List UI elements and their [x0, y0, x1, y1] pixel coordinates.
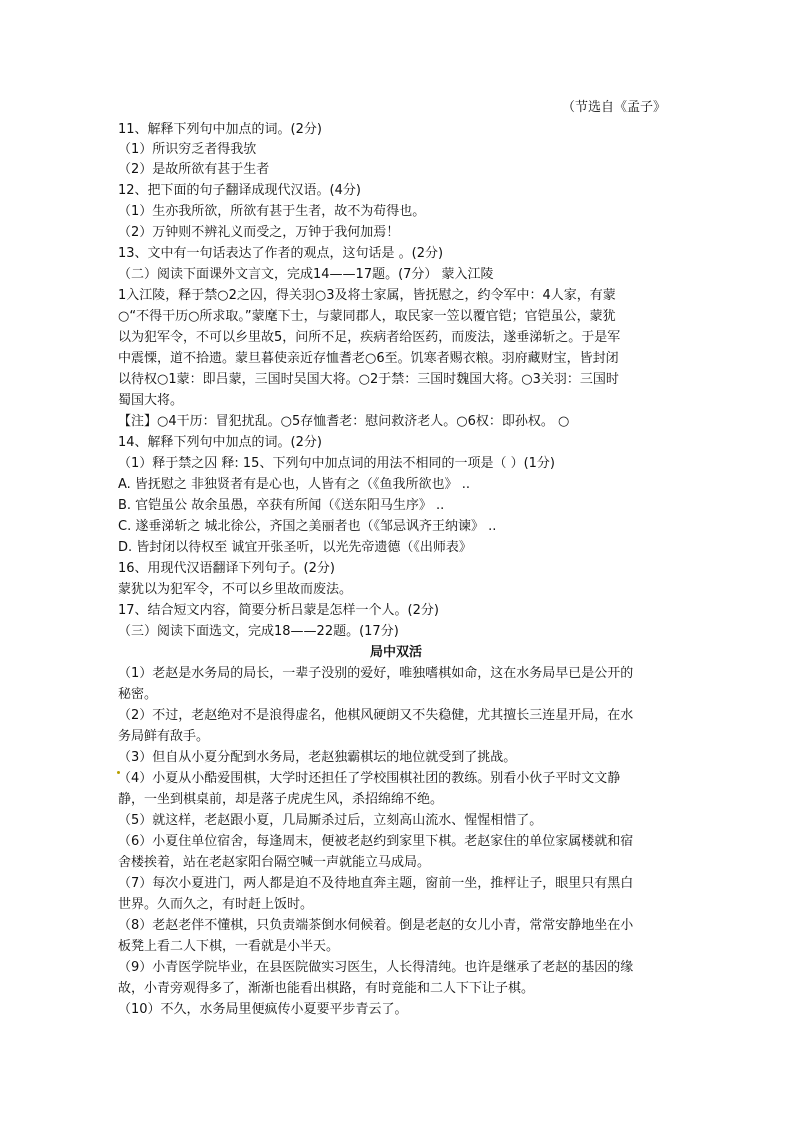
story-paragraph-line: （7）每次小夏进门，两人都是迫不及待地直奔主题，窗前一坐，推枰让子，眼里只有黑白 — [118, 876, 634, 891]
question-11: 11、解释下列句中加点的词。(2分) — [118, 122, 322, 137]
passage-line: 以待权○1蒙：即吕蒙，三国时吴国大将。○2于禁：三国时魏国大将。○3关羽：三国时 — [118, 372, 619, 387]
passage-line: ○“不得干历○所求取。”蒙麾下士，与蒙同郡人，取民家一笠以覆官铠；官铠虽公，蒙犹 — [118, 309, 616, 324]
option-c: C. 遂垂涕斩之 城北徐公，齐国之美丽者也（《邹忌讽齐王纳谏》 .. — [118, 519, 497, 534]
question-16-sentence: 蒙犹以为犯军令，不可以乡里故而废法。 — [118, 582, 353, 597]
story-paragraph-line: 舍楼挨着，站在老赵家阳台隔空喊一声就能立马成局。 — [118, 855, 431, 870]
story-paragraph-line: （4）小夏从小酷爱围棋，大学时还担任了学校围棋社团的教练。别看小伙子平时文文静 — [118, 771, 621, 786]
question-11-item-1: （1）所识穷乏者得我欤 — [118, 142, 257, 157]
question-14: 14、解释下列句中加点的词。(2分) — [118, 435, 322, 450]
story-paragraph-line: 务局鲜有敌手。 — [118, 729, 210, 744]
story-paragraph-line: （1）老赵是水务局的局长，一辈子没别的爱好，唯独嗜棋如命，这在水务局早已是公开的 — [118, 666, 634, 681]
story-title: 局中双活 — [369, 645, 422, 660]
option-b: B. 官铠虽公 故余虽愚，卒获有所闻（《送东阳马生序》 .. — [118, 498, 445, 513]
story-paragraph-line: 故，小青旁观得多了，渐渐也能看出棋路，有时竟能和二人下下让子棋。 — [118, 981, 535, 996]
notes-line: 【注】○4干历：冒犯扰乱。○5存恤耆老：慰问救济老人。○6权：即孙权。 ○ — [118, 414, 570, 429]
question-13: 13、文中有一句话表达了作者的观点，这句话是 。(2分) — [118, 246, 444, 261]
passage-line: 1入江陵，释于禁○2之囚，得关羽○3及将士家属，皆抚慰之，约令军中：4人家，有蒙 — [118, 288, 616, 303]
section-2-heading: （二）阅读下面课外文言文，完成14——17题。(7分） 蒙入江陵 — [118, 267, 494, 282]
question-12-item-1: （1）生亦我所欲，所欲有甚于生者，故不为苟得也。 — [118, 204, 426, 219]
story-paragraph-line: （2）不过，老赵绝对不是浪得虚名，他棋风硬朗又不失稳健，尤其擅长三连星开局，在水 — [118, 708, 634, 723]
story-paragraph-line: 世界。久而久之，有时赶上饭时。 — [118, 897, 314, 912]
passage-line: 蜀国大将。 — [118, 393, 184, 408]
story-paragraph-line: 秘密。 — [118, 687, 158, 702]
story-paragraph-line: （8）老赵老伴不懂棋，只负责端茶倒水伺候着。倒是老赵的女儿小青，常常安静地坐在小 — [118, 918, 634, 933]
question-16: 16、用现代汉语翻译下列句子。(2分) — [118, 561, 335, 576]
question-12-item-2: （2）万钟则不辨礼义而受之，万钟于我何加焉！ — [118, 225, 400, 240]
story-paragraph-line: （9）小青医学院毕业，在县医院做实习医生，人长得清纯。也许是继承了老赵的基因的缘 — [118, 960, 634, 975]
passage-line: 中震慄，道不拾遗。蒙旦暮使亲近存恤耆老○6至。饥寒者赐衣粮。羽府藏财宝，皆封闭 — [118, 351, 619, 366]
question-12: 12、把下面的句子翻译成现代汉语。(4分) — [118, 183, 361, 198]
question-14-15: （1）释于禁之囚 释: 15、下列句中加点词的用法不相同的一项是（ ）(1分) — [118, 456, 556, 471]
question-11-item-2: （2）是故所欲有甚于生者 — [118, 162, 270, 177]
passage-line: 以为犯军令，不可以乡里故5，问所不足，疾病者给医药，而废法，遂垂涕斩之。于是军 — [118, 330, 621, 345]
story-paragraph-line: （3）但自从小夏分配到水务局，老赵独霸棋坛的地位就受到了挑战。 — [118, 750, 517, 765]
option-a: A. 皆抚慰之 非独贤者有是心也，人皆有之（《鱼我所欲也》 .. — [118, 477, 470, 492]
source-note: （节选自《孟子》 — [561, 100, 666, 115]
option-d: D. 皆封闭以待权至 诚宜开张圣听，以光先帝遗德（《出师表》 — [118, 540, 472, 555]
question-17: 17、结合短文内容，简要分析吕蒙是怎样一个人。(2分) — [118, 603, 439, 618]
section-3-heading: （三）阅读下面选文，完成18——22题。(17分) — [118, 624, 399, 639]
story-paragraph-line: （6）小夏住单位宿舍，每逢周末，便被老赵约到家里下棋。老赵家住的单位家属楼就和宿 — [118, 834, 634, 849]
story-paragraph-line: 静，一坐到棋桌前，却是落子虎虎生风，杀招绵绵不绝。 — [118, 792, 444, 807]
story-paragraph-line: （10）不久，水务局里便疯传小夏要平步青云了。 — [118, 1002, 408, 1017]
story-paragraph-line: （5）就这样，老赵跟小夏，几局厮杀过后，立刻高山流水、惺惺相惜了。 — [118, 813, 543, 828]
story-paragraph-line: 板凳上看二人下棋，一看就是小半天。 — [118, 939, 340, 954]
